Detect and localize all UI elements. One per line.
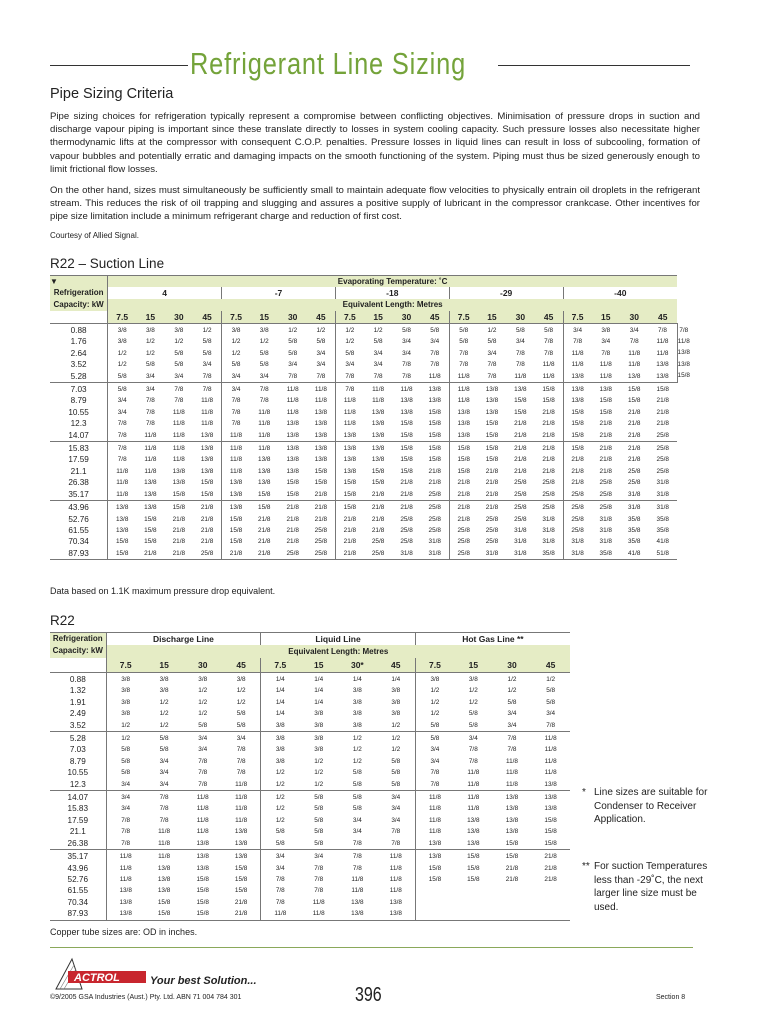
length-header: 45 bbox=[193, 311, 221, 324]
size-values: 11/8 11/8 11/8 11/8 13/8 bbox=[183, 791, 222, 850]
r22-note: Copper tube sizes are: OD in inches. bbox=[50, 927, 198, 937]
size-values: 11/8 11/8 11/8 13/8 13/8 bbox=[136, 442, 164, 501]
size-values: 21/8 21/8 21/8 21/8 25/8 bbox=[278, 501, 306, 560]
page-title: Refrigerant Line Sizing bbox=[190, 46, 467, 81]
size-values: 15/8 15/8 21/8 21/8 21/8 bbox=[478, 442, 506, 501]
size-values: 25/8 25/8 31/8 31/8 31/8 bbox=[506, 501, 534, 560]
size-values: 11/8 13/8 13/8 15/8 15/8 bbox=[392, 383, 420, 442]
capacity-values: 0.88 1.76 2.64 3.52 5.28 bbox=[50, 324, 108, 383]
size-values: 7/8 11/8 11/8 13/8 13/8 bbox=[656, 327, 669, 380]
length-header: 30* bbox=[338, 658, 377, 673]
length-header: 7.5 bbox=[335, 311, 363, 324]
sidenote-marker: * bbox=[582, 787, 586, 798]
size-values: 7/8 11/8 13/8 13/8 15/8 bbox=[677, 324, 690, 383]
section-heading-pipe-sizing: Pipe Sizing Criteria bbox=[50, 86, 174, 102]
table-row-group bbox=[50, 324, 690, 383]
paragraph-1: Pipe sizing choices for refrigeration typically represent a compromise between conflicting objectives. Minimisation of pressure drops in suction and discharge vapour piping is important since these translate directly to losses in system cooling capacity. Such pressure losses also necessitate higher thermodynamic lifts at the compressor with consequent C.O.P. penalties. Pressure losses in liquid lines can result in loss of subcooling, formation of vapour bubbles and potentially erratic and damaging impacts on the smooth functioning of the system. Piping must thus be sized generously enough to limit frictional flow losses. bbox=[50, 111, 700, 175]
temp-header: -40 bbox=[563, 287, 677, 299]
size-values: 1/2 1/2 1/2 5/8 5/8 bbox=[261, 791, 300, 850]
size-values: 13/8 13/8 13/8 13/8 15/8 bbox=[493, 791, 532, 850]
table-row-group bbox=[50, 501, 690, 560]
size-values: 5/8 3/4 3/4 7/8 7/8 bbox=[402, 327, 411, 380]
size-values: 3/4 7/8 7/8 7/8 11/8 bbox=[222, 732, 261, 791]
blank-header-cell bbox=[50, 311, 108, 324]
length-header: 30 bbox=[493, 658, 532, 673]
size-values: 21/8 21/8 25/8 25/8 25/8 bbox=[307, 501, 335, 560]
size-values: 15/8 21/8 21/8 bbox=[493, 850, 532, 920]
liquid-line-header: Liquid Line bbox=[261, 633, 416, 645]
size-values: 11/8 11/8 11/8 13/8 13/8 bbox=[222, 791, 261, 850]
table-row-group bbox=[50, 383, 690, 442]
length-header: 15 bbox=[454, 658, 493, 673]
footer-rule bbox=[50, 947, 693, 948]
size-values: 1/2 1/2 5/8 3/4 3/4 bbox=[507, 676, 517, 729]
size-values: 11/8 11/8 13/8 13/8 13/8 bbox=[454, 791, 493, 850]
size-values: 13/8 15/8 15/8 21/8 21/8 bbox=[592, 383, 620, 442]
size-values: 13/8 13/8 13/8 15/8 15/8 bbox=[278, 442, 306, 501]
size-values: 3/8 3/8 1/2 1/2 1/2 bbox=[299, 732, 338, 791]
size-values: 3/4 7/8 7/8 11/8 11/8 bbox=[454, 732, 493, 791]
size-values: 3/8 3/8 1/2 1/2 5/8 bbox=[108, 324, 136, 383]
length-header: 15 bbox=[592, 311, 620, 324]
size-values: 1/2 5/8 5/8 5/8 3/4 bbox=[106, 732, 145, 791]
capacity-values: 0.88 1.32 1.91 2.49 3.52 bbox=[50, 673, 106, 732]
size-values: 13/8 13/8 15/8 15/8 15/8 bbox=[531, 791, 570, 850]
size-values: 21/8 21/8 21/8 bbox=[531, 850, 570, 920]
size-values: 3/8 1/2 1/2 5/8 3/4 bbox=[145, 327, 155, 380]
size-values: 1/4 3/8 3/8 3/8 3/8 bbox=[352, 676, 362, 729]
size-values: 1/2 5/8 3/4 7/8 7/8 bbox=[487, 327, 497, 380]
size-values: 3/4 7/8 11/8 11/8 13/8 bbox=[563, 324, 591, 383]
length-header: 15 bbox=[478, 311, 506, 324]
size-values: 15/8 21/8 21/8 21/8 21/8 bbox=[335, 501, 363, 560]
length-header: 15 bbox=[145, 658, 184, 673]
size-values: 11/8 11/8 11/8 11/8 13/8 13/8 bbox=[377, 850, 416, 920]
table-row-group bbox=[50, 732, 570, 791]
length-header: 7.5 bbox=[261, 658, 300, 673]
size-values: 21/8 21/8 21/8 25/8 25/8 bbox=[535, 442, 563, 501]
length-header: 30 bbox=[620, 311, 648, 324]
size-values: 7/8 7/8 11/8 11/8 11/8 bbox=[165, 383, 193, 442]
length-header: 7.5 bbox=[108, 311, 136, 324]
copyright: ©9/2005 GSA Industries (Aust.) Pty. Ltd. ABN 71 004 784 301 bbox=[50, 994, 242, 1001]
size-values: 7/8 11/8 11/8 11/8 13/8 bbox=[335, 383, 363, 442]
size-values: 5/8 7/8 7/8 11/8 11/8 bbox=[542, 327, 555, 380]
size-values: 31/8 35/8 35/8 35/8 41/8 bbox=[620, 501, 648, 560]
length-header: 45 bbox=[222, 658, 261, 673]
size-values: 3/8 1/2 5/8 5/8 3/4 bbox=[259, 327, 269, 380]
sidenote-text: For suction Temperatures less than -29˚C, the next larger line size must be used. bbox=[594, 861, 708, 913]
equiv-length-header: Equivalent Length: Metres bbox=[108, 299, 677, 311]
temp-header: -18 bbox=[335, 287, 449, 299]
size-values: 13/8 13/8 15/8 15/8 21/8 bbox=[307, 442, 335, 501]
length-header: 45 bbox=[535, 311, 563, 324]
table-row-group bbox=[50, 673, 570, 732]
size-values: 11/8 11/8 11/8 13/8 13/8 13/8 bbox=[106, 850, 145, 920]
temp-header: -7 bbox=[222, 287, 336, 299]
size-values: 21/8 21/8 21/8 25/8 25/8 bbox=[592, 442, 620, 501]
size-values: 13/8 13/8 13/8 15/8 15/8 bbox=[108, 501, 136, 560]
capacity-label-line2: Capacity: kW bbox=[52, 646, 103, 656]
blank-header-cell bbox=[50, 658, 106, 673]
size-values: 25/8 25/8 25/8 31/8 31/8 bbox=[648, 442, 677, 501]
length-header: 15 bbox=[250, 311, 278, 324]
size-values: 5/8 3/4 3/4 7/8 7/8 bbox=[415, 732, 454, 791]
table-row-group bbox=[50, 791, 570, 850]
r22-table bbox=[50, 632, 570, 921]
size-values: 13/8 15/8 15/8 bbox=[415, 850, 454, 920]
logo-text: ACTROL bbox=[74, 972, 120, 984]
size-values: 25/8 25/8 25/8 31/8 31/8 bbox=[563, 501, 591, 560]
size-values: 13/8 15/8 15/8 15/8 21/8 bbox=[222, 501, 250, 560]
size-values: 7/8 7/8 7/8 11/8 11/8 bbox=[145, 791, 184, 850]
length-header: 30 bbox=[278, 311, 306, 324]
slogan: Your best Solution... bbox=[150, 975, 257, 987]
capacity-values: 14.07 15.83 17.59 21.1 26.38 bbox=[50, 791, 106, 850]
size-values: 3/4 3/4 7/8 7/8 7/8 11/8 bbox=[261, 850, 300, 920]
size-values: 3/4 3/4 3/4 7/8 7/8 bbox=[377, 791, 416, 850]
capacity-label bbox=[50, 287, 108, 311]
suction-heading: R22 – Suction Line bbox=[50, 256, 165, 271]
size-values: 15/8 15/8 15/8 21/8 21/8 bbox=[392, 442, 420, 501]
size-values: 31/8 35/8 35/8 41/8 51/8 bbox=[648, 501, 677, 560]
size-values: 1/2 5/8 5/8 3/4 7/8 bbox=[202, 327, 212, 380]
size-values: 7/8 11/8 11/8 11/8 13/8 bbox=[193, 383, 221, 442]
discharge-line-header: Discharge Line bbox=[106, 633, 261, 645]
size-values: 11/8 11/8 13/8 13/8 13/8 bbox=[364, 383, 392, 442]
size-values: 13/8 15/8 15/8 15/8 21/8 21/8 bbox=[222, 850, 261, 920]
size-values: 3/8 3/4 7/8 11/8 11/8 bbox=[599, 327, 612, 380]
size-values: 15/8 15/8 15/8 bbox=[454, 850, 493, 920]
size-values: 13/8 13/8 13/8 15/8 15/8 bbox=[478, 383, 506, 442]
size-values: 1/2 5/8 5/8 3/4 7/8 bbox=[288, 327, 298, 380]
size-values: 1/2 1/2 5/8 5/8 5/8 bbox=[377, 732, 416, 791]
suction-table bbox=[50, 275, 690, 560]
length-header: 45 bbox=[648, 311, 677, 324]
size-values: 1/4 1/4 1/4 1/4 3/8 bbox=[261, 673, 300, 732]
size-values: 3/8 3/8 3/8 3/8 1/2 bbox=[106, 673, 145, 732]
size-values: 15/8 15/8 15/8 21/8 21/8 bbox=[449, 442, 477, 501]
size-values: 3/4 7/8 7/8 7/8 11/8 bbox=[136, 383, 164, 442]
capacity-values: 5.28 7.03 8.79 10.55 12.3 bbox=[50, 732, 106, 791]
size-values: 3/8 3/8 3/8 1/2 1/2 bbox=[261, 732, 300, 791]
capacity-values: 43.96 52.76 61.55 70.34 87.93 bbox=[50, 501, 108, 560]
size-values: 5/8 3/4 7/8 7/8 11/8 bbox=[514, 327, 527, 380]
length-header: 45 bbox=[377, 658, 416, 673]
size-values: 21/8 25/8 25/8 25/8 31/8 bbox=[478, 501, 506, 560]
size-values: 7/8 7/8 11/8 11/8 11/8 bbox=[493, 732, 532, 791]
table-marker: ▼ bbox=[50, 276, 108, 287]
capacity-values: 7.03 8.79 10.55 12.3 14.07 bbox=[50, 383, 108, 442]
evap-temp-header: Evaporating Temperature: ˚C bbox=[108, 276, 677, 287]
size-values: 15/8 15/8 21/8 21/8 25/8 bbox=[421, 442, 449, 501]
size-values: 15/8 21/8 21/8 21/8 25/8 bbox=[648, 383, 677, 442]
header-rule-right bbox=[498, 65, 690, 66]
length-header: 7.5 bbox=[449, 311, 477, 324]
size-values: 3/8 1/2 1/2 5/8 3/4 bbox=[222, 324, 250, 383]
length-header: 7.5 bbox=[222, 311, 250, 324]
capacity-values: 35.17 43.96 52.76 61.55 70.34 87.93 bbox=[50, 850, 106, 920]
size-values: 11/8 11/8 13/8 13/8 15/8 bbox=[165, 442, 193, 501]
size-values: 21/8 21/8 21/8 21/8 25/8 bbox=[193, 501, 221, 560]
size-values: 7/8 7/8 11/8 11/8 11/8 bbox=[250, 383, 278, 442]
size-values: 13/8 13/8 13/8 15/8 15/8 bbox=[335, 442, 363, 501]
equiv-length-header: Equivalent Length: Metres bbox=[106, 645, 570, 658]
size-values: 11/8 11/8 11/8 11/8 13/8 bbox=[531, 732, 570, 791]
size-values: 13/8 13/8 13/8 15/8 15/8 bbox=[193, 442, 221, 501]
hot-gas-line-header: Hot Gas Line ** bbox=[415, 633, 570, 645]
size-values: 3/8 1/2 5/8 5/8 3/4 bbox=[174, 327, 184, 380]
r22-heading: R22 bbox=[50, 613, 75, 628]
sidenote-marker: ** bbox=[582, 861, 590, 872]
size-values: 11/8 11/8 11/8 13/8 13/8 bbox=[222, 442, 250, 501]
length-header: 15 bbox=[364, 311, 392, 324]
temp-header: 4 bbox=[108, 287, 222, 299]
size-values: 25/8 25/8 25/8 31/8 31/8 bbox=[421, 501, 449, 560]
size-values: 11/8 11/8 13/8 13/8 13/8 bbox=[307, 383, 335, 442]
header-rule-left bbox=[50, 65, 188, 66]
size-values: 3/8 3/8 1/2 1/2 1/2 bbox=[159, 676, 169, 729]
paragraph-2: On the other hand, sizes must simultaneously be sufficiently small to maintain adequate flow velocities to physically entrain oil droplets in the refrigerant stream. This reduces the risk of oil trapping and slugging and assures a positive supply of lubricant in the compressor crankcase. Other incentives for pipe size limitation include a minimum refrigerant charge and reduction of first cost. bbox=[50, 185, 700, 223]
size-values: 3/4 7/8 7/8 7/8 11/8 bbox=[222, 383, 250, 442]
courtesy-note: Courtesy of Allied Signal. bbox=[50, 231, 139, 240]
size-values: 3/8 1/2 1/2 5/8 5/8 bbox=[468, 676, 478, 729]
size-values: 21/8 21/8 21/8 25/8 25/8 bbox=[506, 442, 534, 501]
size-values: 1/2 1/2 1/2 5/8 5/8 bbox=[338, 732, 377, 791]
size-values: 11/8 11/8 11/8 13/8 13/8 bbox=[278, 383, 306, 442]
size-values: 1/2 5/8 3/4 3/4 7/8 bbox=[316, 327, 326, 380]
size-values: 15/8 21/8 21/8 21/8 21/8 bbox=[250, 501, 278, 560]
size-values: 25/8 31/8 31/8 31/8 35/8 bbox=[535, 501, 563, 560]
size-values: 21/8 21/8 25/8 25/8 25/8 bbox=[449, 501, 477, 560]
length-header: 15 bbox=[299, 658, 338, 673]
size-values: 1/4 1/4 1/4 3/8 3/8 bbox=[314, 676, 324, 729]
capacity-label bbox=[50, 633, 106, 658]
size-values: 5/8 5/8 3/4 3/4 3/4 bbox=[145, 732, 184, 791]
page-number: 396 bbox=[355, 984, 382, 1006]
size-values: 7/8 7/8 11/8 11/8 11/8 bbox=[108, 442, 136, 501]
length-header: 15 bbox=[136, 311, 164, 324]
table-row-group bbox=[50, 442, 690, 501]
table-row-group bbox=[50, 850, 570, 920]
sidenote-text: Line sizes are suitable for Condenser to Receiver Application. bbox=[594, 787, 708, 826]
size-values: 5/8 3/4 3/4 7/8 7/8 bbox=[108, 383, 136, 442]
capacity-label-line1: Refrigeration bbox=[53, 287, 104, 297]
size-values: 11/8 13/8 13/8 13/8 15/8 15/8 bbox=[145, 850, 184, 920]
size-values: 1/2 1/2 5/8 3/4 7/8 bbox=[335, 324, 363, 383]
size-values: 3/4 7/8 7/8 7/8 11/8 11/8 bbox=[299, 850, 338, 920]
size-values: 13/8 13/8 15/8 15/8 15/8 bbox=[563, 383, 591, 442]
size-values: 13/8 15/8 15/8 21/8 21/8 bbox=[506, 383, 534, 442]
size-values: 5/8 5/8 3/4 3/4 7/8 bbox=[338, 791, 377, 850]
length-header: 7.5 bbox=[415, 658, 454, 673]
length-header: 45 bbox=[531, 658, 570, 673]
size-values: 13/8 13/8 15/8 15/8 15/8 bbox=[421, 383, 449, 442]
size-values: 15/8 21/8 21/8 21/8 25/8 bbox=[563, 442, 591, 501]
capacity-values: 15.83 17.59 21.1 26.38 35.17 bbox=[50, 442, 108, 501]
length-header: 7.5 bbox=[563, 311, 591, 324]
length-header: 45 bbox=[421, 311, 449, 324]
size-values: 15/8 15/8 21/8 21/8 21/8 bbox=[535, 383, 563, 442]
size-values: 5/8 5/8 5/8 5/8 5/8 bbox=[299, 791, 338, 850]
size-values: 3/8 1/2 1/2 1/2 5/8 bbox=[198, 676, 208, 729]
capacity-label-line2: Capacity: kW bbox=[53, 299, 104, 309]
size-values: 11/8 11/8 11/8 11/8 13/8 bbox=[415, 791, 454, 850]
suction-note: Data based on 1.1K maximum pressure drop equivalent. bbox=[50, 586, 276, 596]
actrol-logo bbox=[54, 955, 149, 991]
size-values: 21/8 25/8 25/8 25/8 31/8 bbox=[392, 501, 420, 560]
length-header: 30 bbox=[392, 311, 420, 324]
size-values: 11/8 11/8 13/8 13/8 13/8 bbox=[449, 383, 477, 442]
size-values: 7/8 7/8 11/8 11/8 13/8 13/8 bbox=[338, 850, 377, 920]
size-values: 1/2 5/8 3/4 3/4 7/8 bbox=[373, 327, 383, 380]
size-values: 13/8 15/8 15/8 15/8 21/8 bbox=[136, 501, 164, 560]
section-label: Section 8 bbox=[656, 994, 686, 1001]
length-header: 30 bbox=[183, 658, 222, 673]
size-values: 1/2 5/8 5/8 3/4 7/8 bbox=[546, 676, 556, 729]
size-values: 21/8 21/8 25/8 25/8 31/8 bbox=[620, 442, 648, 501]
size-values: 5/8 3/4 7/8 7/8 11/8 bbox=[428, 327, 441, 380]
size-values: 3/8 1/2 1/2 5/8 5/8 bbox=[236, 676, 246, 729]
length-header: 7.5 bbox=[106, 658, 145, 673]
size-values: 3/8 1/2 1/2 1/2 5/8 bbox=[415, 673, 454, 732]
size-values: 15/8 15/8 21/8 21/8 21/8 bbox=[620, 383, 648, 442]
length-header: 30 bbox=[165, 311, 193, 324]
size-values: 13/8 13/8 15/8 15/8 15/8 15/8 bbox=[183, 850, 222, 920]
size-values: 5/8 5/8 7/8 7/8 11/8 bbox=[449, 324, 477, 383]
temp-header: -29 bbox=[449, 287, 563, 299]
length-header: 30 bbox=[506, 311, 534, 324]
capacity-label-line1: Refrigeration bbox=[52, 634, 103, 644]
size-values: 13/8 13/8 15/8 15/8 21/8 bbox=[364, 442, 392, 501]
size-values: 1/4 3/8 3/8 3/8 1/2 bbox=[391, 676, 401, 729]
size-values: 21/8 21/8 21/8 25/8 25/8 bbox=[364, 501, 392, 560]
length-header: 45 bbox=[307, 311, 335, 324]
size-values: 3/4 3/4 7/8 7/8 7/8 bbox=[106, 791, 145, 850]
size-values: 3/4 3/4 7/8 7/8 7/8 bbox=[183, 732, 222, 791]
size-values: 11/8 13/8 13/8 13/8 15/8 bbox=[250, 442, 278, 501]
size-values: 3/4 7/8 11/8 11/8 13/8 bbox=[628, 327, 641, 380]
size-values: 25/8 31/8 31/8 31/8 35/8 bbox=[592, 501, 620, 560]
size-values: 15/8 21/8 21/8 21/8 21/8 bbox=[165, 501, 193, 560]
